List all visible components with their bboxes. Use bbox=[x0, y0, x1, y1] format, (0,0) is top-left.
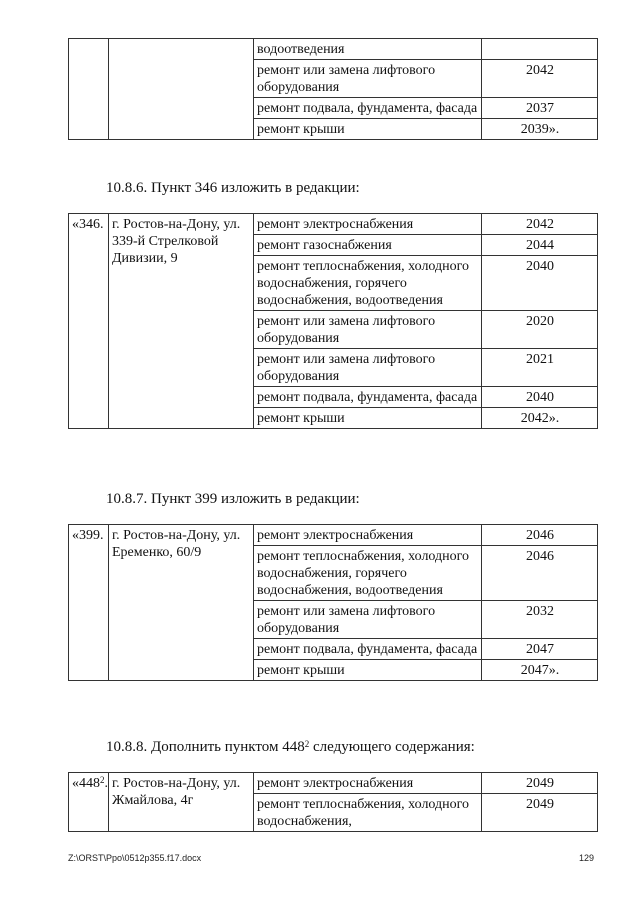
work-cell: ремонт или замена лифтового оборудования bbox=[254, 349, 482, 387]
continuation-table bbox=[68, 38, 598, 140]
table-row bbox=[69, 525, 598, 546]
table-row bbox=[69, 773, 598, 794]
work-cell: ремонт электроснабжения bbox=[254, 525, 482, 546]
work-cell: ремонт электроснабжения bbox=[254, 773, 482, 794]
year-cell: 2040 bbox=[482, 387, 598, 408]
work-cell: ремонт подвала, фундамента, фасада bbox=[254, 387, 482, 408]
work-cell: ремонт теплоснабжения, холодного водоснабжения, горячего водоснабжения, водоотведения bbox=[254, 256, 482, 311]
year-cell: 2032 bbox=[482, 601, 598, 639]
heading-text: 10.8.8. Дополнить пунктом 448 bbox=[106, 739, 305, 755]
work-cell: ремонт подвала, фундамента, фасада bbox=[254, 98, 482, 119]
work-cell: водоотведения bbox=[254, 39, 482, 60]
address-cell: г. Ростов-на-Дону, ул. Еременко, 60/9 bbox=[109, 525, 254, 681]
year-cell: 2046 bbox=[482, 525, 598, 546]
section-heading-399: 10.8.7. Пункт 399 изложить в редакции: bbox=[106, 491, 360, 507]
item-number bbox=[69, 773, 109, 832]
page-number: 129 bbox=[579, 853, 595, 863]
table-448-2 bbox=[68, 772, 598, 832]
table-row bbox=[69, 214, 598, 235]
item-number-main: «448 bbox=[72, 776, 100, 791]
table-row bbox=[69, 39, 598, 60]
table-399 bbox=[68, 524, 598, 681]
year-cell: 2042». bbox=[482, 408, 598, 429]
item-number: «399. bbox=[69, 525, 109, 681]
section-heading-448-2 bbox=[106, 738, 475, 756]
section-heading-346: 10.8.6. Пункт 346 изложить в редакции: bbox=[106, 180, 360, 196]
footer-file-path: Z:\ORST\Ppo\0512p355.f17.docx bbox=[68, 853, 202, 863]
year-cell: 2049 bbox=[482, 794, 598, 832]
number-cell bbox=[69, 39, 109, 140]
year-cell: 2049 bbox=[482, 773, 598, 794]
item-number-superscript: 2 bbox=[100, 775, 105, 785]
heading-superscript: 2 bbox=[304, 739, 310, 749]
table-346 bbox=[68, 213, 598, 429]
work-cell: ремонт крыши bbox=[254, 660, 482, 681]
year-cell bbox=[482, 39, 598, 60]
work-cell: ремонт или замена лифтового оборудования bbox=[254, 311, 482, 349]
year-cell: 2040 bbox=[482, 256, 598, 311]
year-cell: 2037 bbox=[482, 98, 598, 119]
work-cell: ремонт теплоснабжения, холодного водоснабжения, горячего водоснабжения, водоотведения bbox=[254, 546, 482, 601]
work-cell: ремонт или замена лифтового оборудования bbox=[254, 601, 482, 639]
year-cell: 2042 bbox=[482, 214, 598, 235]
year-cell: 2047». bbox=[482, 660, 598, 681]
address-cell: г. Ростов-на-Дону, ул. 339-й Стрелковой Дивизии, 9 bbox=[109, 214, 254, 429]
work-cell: ремонт газоснабжения bbox=[254, 235, 482, 256]
work-cell: ремонт подвала, фундамента, фасада bbox=[254, 639, 482, 660]
year-cell: 2044 bbox=[482, 235, 598, 256]
address-cell: г. Ростов-на-Дону, ул. Жмайлова, 4г bbox=[109, 773, 254, 832]
year-cell: 2046 bbox=[482, 546, 598, 601]
address-cell bbox=[109, 39, 254, 140]
item-number-end: . bbox=[104, 776, 108, 791]
year-cell: 2042 bbox=[482, 60, 598, 98]
work-cell: ремонт электроснабжения bbox=[254, 214, 482, 235]
year-cell: 2021 bbox=[482, 349, 598, 387]
work-cell: ремонт теплоснабжения, холодного водоснабжения, bbox=[254, 794, 482, 832]
item-number: «346. bbox=[69, 214, 109, 429]
work-cell: ремонт или замена лифтового оборудования bbox=[254, 60, 482, 98]
heading-text-end: следующего содержания: bbox=[309, 739, 475, 755]
year-cell: 2020 bbox=[482, 311, 598, 349]
year-cell: 2039». bbox=[482, 119, 598, 140]
year-cell: 2047 bbox=[482, 639, 598, 660]
work-cell: ремонт крыши bbox=[254, 408, 482, 429]
work-cell: ремонт крыши bbox=[254, 119, 482, 140]
